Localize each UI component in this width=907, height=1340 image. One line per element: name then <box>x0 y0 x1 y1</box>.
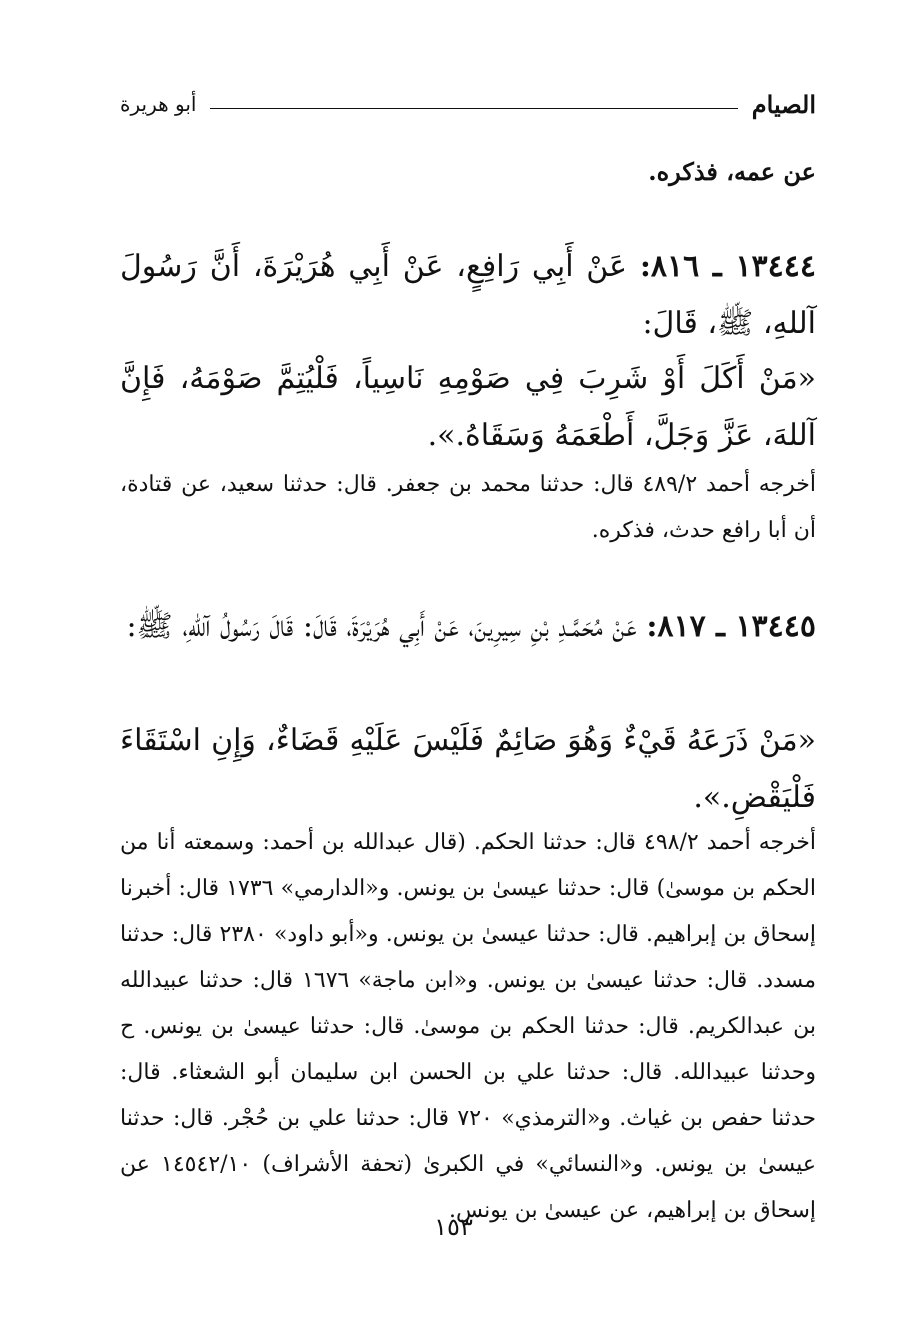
hadith-heading <box>120 238 816 352</box>
hadith-heading <box>120 598 816 655</box>
narrator-title: أبو هريرة <box>120 92 197 116</box>
hadith-matn: «مَنْ أَكَلَ أَوْ شَرِبَ فِي صَوْمِهِ نَاسِياً، فَلْيُتِمَّ صَوْمَهُ، فَإِنَّ آللهَ، عَزَّ وَجَلَّ، أَطْعَمَهُ وَسَقَاهُ.». <box>120 361 816 453</box>
hadith-matn: «مَنْ ذَرَعَهُ قَيْءٌ وَهُوَ صَائِمٌ فَلَيْسَ عَلَيْهِ قَضَاءٌ، وَإِنِ اسْتَقَاءَ فَلْيَقْضِ.». <box>120 723 816 815</box>
header-rule <box>210 108 737 109</box>
hadith-takhrij: أخرجه أحمد ٤٩٨/٢ قال: حدثنا الحكم. (قال عبدالله بن أحمد: وسمعته أنا من الحكم بن موسىٰ) قال: حدثنا عيسىٰ بن يونس. و«الدارمي» ١٧٣٦ قال: أخبرنا إسحاق بن إبراهيم. قال: حدثنا عيسىٰ بن يونس. و«أبو داود» ٢٣٨٠ قال: حدثنا مسدد. قال: حدثنا عيسىٰ بن يونس. و«ابن ماجة» ١٦٧٦ قال: حدثنا عبيدالله بن عبدالكريم. قال: حدثنا الحكم بن موسىٰ. قال: حدثنا عيسىٰ بن يونس. ح وحدثنا عبيدالله. قال: حدثنا علي بن الحسن ابن سليمان أبو الشعثاء. قال: حدثنا حفص بن غياث. و«الترمذي» ٧٢٠ قال: حدثنا علي بن حُجْر. قال: حدثنا عيسىٰ بن يونس. و«النسائي» في الكبرىٰ (تحفة الأشراف) ١٤٥٤٢/١٠ عن إسحاق بن إبراهيم، عن عيسىٰ بن يونس. <box>120 830 816 1223</box>
continuation-text: عن عمه، فذكره. <box>648 157 816 186</box>
hadith-isnad: عَنْ مُحَمَّـدِ بْنِ سِيرِينَ، عَنْ أَبِي هُرَيْرَةَ، قَالَ: قَالَ رَسُولُ آللهِ، ﷺ: <box>126 609 637 644</box>
section-title: الصيام <box>751 89 816 119</box>
page-number: ١٥٣ <box>434 1213 473 1241</box>
hadith-number: ١٣٤٤٤ ـ ٨١٦: <box>639 249 816 284</box>
hadith-number: ١٣٤٤٥ ـ ٨١٧: <box>646 609 816 644</box>
hadith-takhrij: أخرجه أحمد ٤٨٩/٢ قال: حدثنا محمد بن جعفر. قال: حدثنا سعيد، عن قتادة، أن أبا رافع حدث، فذكره. <box>120 472 816 543</box>
hadith-isnad: عَنْ أَبِي رَافِعٍ، عَنْ أَبِي هُرَيْرَةَ، أَنَّ رَسُولَ آللهِ، ﷺ، قَالَ: <box>120 249 816 341</box>
running-header <box>120 86 816 122</box>
